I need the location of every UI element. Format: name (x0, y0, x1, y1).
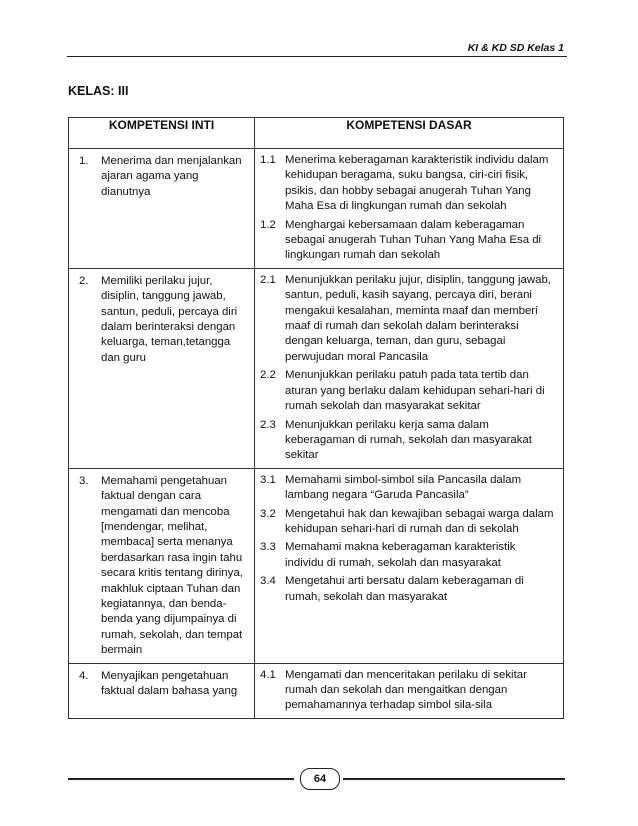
ki-number: 4. (79, 669, 89, 682)
kd-cell (255, 468, 564, 663)
kd-item (260, 368, 555, 414)
table-row (69, 149, 564, 269)
kd-item (260, 153, 555, 215)
ki-text: Memiliki perilaku jujur, disiplin, tanggung jawab, santun, peduli, percaya diri dalam berinteraksi dengan keluarga, teman,tetangga dan guru (101, 274, 238, 364)
kd-number: 2.1 (260, 273, 276, 286)
ki-number: 3. (79, 474, 89, 487)
kd-item (260, 218, 555, 264)
footer-rule-right (343, 778, 565, 780)
ki-text: Memahami pengetahuan faktual dengan cara mengamati dan mencoba [mendengar, melihat, membaca] serta menanya berdasarkan rasa ingin tahu secara kritis tentang dirinya, makhluk ciptaan Tuhan dan kegiatannya, dan benda-benda yang dijumpainya di rumah, sekolah, dan tempat bermain (101, 474, 243, 657)
ki-text: Menyajikan pengetahuan faktual dalam bahasa yang (101, 669, 238, 697)
ki-cell (69, 468, 255, 663)
table-row (69, 468, 564, 663)
kd-number: 3.4 (260, 575, 276, 588)
kd-cell (255, 149, 564, 269)
running-header: KI & KD SD Kelas 1 (467, 42, 564, 54)
kd-number: 3.1 (260, 473, 276, 486)
ki-number: 1. (79, 155, 89, 167)
kd-number: 1.2 (260, 218, 276, 231)
class-title: KELAS: III (68, 84, 129, 98)
column-header-ki: KOMPETENSI INTI (69, 118, 255, 149)
ki-cell (69, 268, 255, 468)
kd-number: 2.2 (260, 369, 276, 382)
kd-text: Mengamati dan menceritakan perilaku di sekitar rumah dan sekolah dan mengaitkan dengan pemahamannya terhadap simbol sila-sila (285, 668, 527, 712)
ki-number: 2. (79, 274, 89, 287)
table-row (69, 663, 564, 718)
kd-item (260, 473, 555, 504)
kd-text: Memahami makna keberagaman karakteristik individu di rumah, sekolah dan masyarakat (285, 541, 516, 569)
kd-item (260, 273, 555, 365)
kd-text: Menerima keberagaman karakteristik individu dalam kehidupan beragama, suku bangsa, ciri-ciri fisik, psikis, dan hobby sebagai anugerah Tuhan Yang Maha Esa di lingkungan rumah dan sekolah (285, 154, 549, 213)
ki-entry (79, 274, 250, 366)
kd-text: Menunjukkan perilaku patuh pada tata tertib dan aturan yang berlaku dalam kehidupan sehari-hari di rumah sekolah dan masyarakat sekitar (285, 369, 545, 413)
ki-entry (79, 154, 250, 200)
competency-table (68, 117, 564, 719)
kd-cell (255, 663, 564, 718)
ki-cell (69, 149, 255, 269)
kd-number: 2.3 (260, 418, 276, 431)
kd-cell (255, 268, 564, 468)
ki-entry (79, 474, 250, 659)
kd-item (260, 668, 555, 714)
kd-text: Menghargai kebersamaan dalam keberagaman sebagai anugerah Tuhan Tuhan Yang Maha Esa di lingkungan rumah dan sekolah (285, 218, 542, 262)
table-row (69, 268, 564, 468)
kd-text: Mengetahui arti bersatu dalam keberagaman di rumah, sekolah dan masyarakat (285, 575, 524, 603)
footer-rule-left (68, 778, 294, 780)
column-header-kd: KOMPETENSI DASAR (255, 118, 564, 149)
header-divider (67, 56, 567, 57)
kd-item (260, 574, 555, 605)
kd-item (260, 540, 555, 571)
kd-number: 4.1 (260, 668, 276, 681)
kd-number: 3.2 (260, 507, 276, 520)
kd-text: Mengetahui hak dan kewajiban sebagai warga dalam kehidupan sehari-hari di rumah dan di sekolah (285, 507, 554, 535)
kd-text: Menunjukkan perilaku jujur, disiplin, tanggung jawab, santun, peduli, kasih sayang, percaya diri, berani mengakui kesalahan, meminta maaf dan memberi maaf di rumah dan sekolah dalam berinteraksi dengan keluarga, teman, dan guru, sebagai perwujudan moral Pancasila (285, 273, 551, 363)
kd-item (260, 418, 555, 464)
kd-item (260, 507, 555, 538)
ki-cell (69, 663, 255, 718)
kd-number: 3.3 (260, 541, 276, 554)
ki-text: Menerima dan menjalankan ajaran agama yang dianutnya (101, 155, 242, 198)
table-header-row (69, 118, 564, 149)
kd-text: Menunjukkan perilaku kerja sama dalam keberagaman di rumah, sekolah dan masyarakat sekitar (285, 418, 532, 462)
ki-entry (79, 669, 250, 700)
page-number-badge: 64 (300, 768, 340, 790)
table-body (69, 149, 564, 719)
kd-number: 1.1 (260, 154, 276, 166)
kd-text: Memahami simbol-simbol sila Pancasila dalam lambang negara “Garuda Pancasila” (285, 473, 522, 502)
